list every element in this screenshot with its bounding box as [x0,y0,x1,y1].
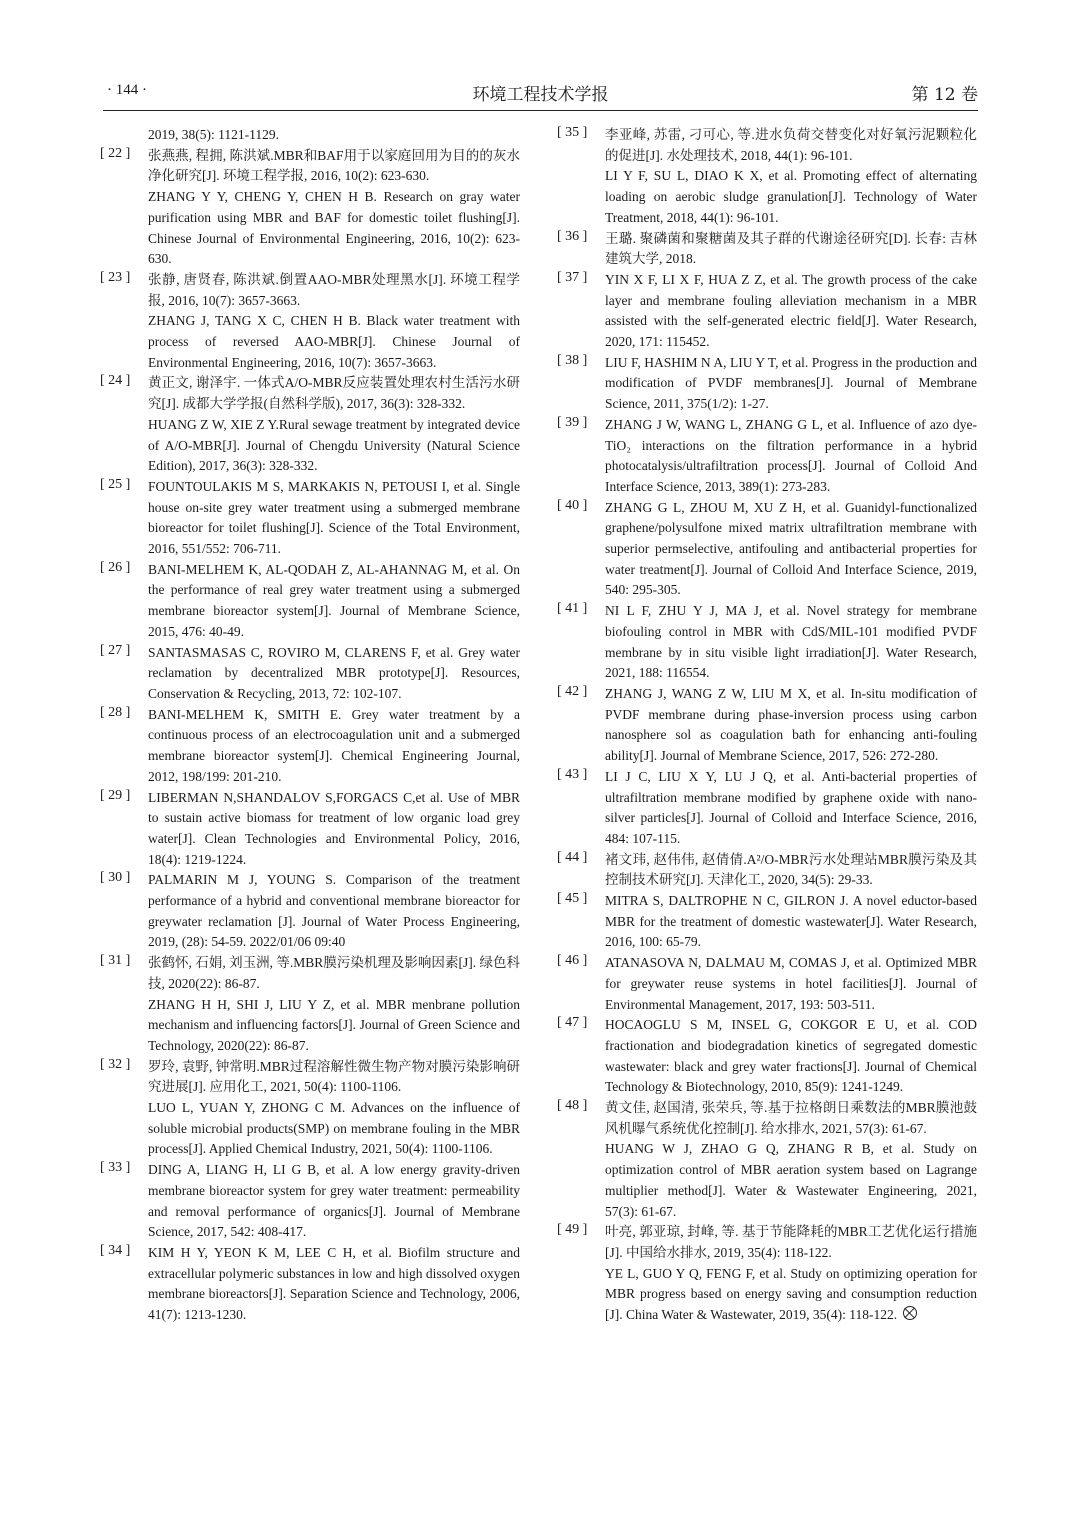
references-column-left [100,125,520,1326]
reference-entry [100,270,520,374]
reference-text: FOUNTOULAKIS M S, MARKAKIS N, PETOUSI I, et al. Single house on-site grey water treatment using a submerged membrane bioreactor for toilet flushing[J]. Science of the Total Environment, 2016, 551/552: 706-711. [148,478,520,557]
reference-entry [557,601,977,684]
reference-number: [ 47 ] [557,1015,588,1031]
reference-text: HUANG W J, ZHAO G Q, ZHANG R B, et al. Study on optimization control of MBR aeration system based on Lagrange multiplier method[J]. Water & Wastewater Engineering, 2021, 57(3): 61-67. [605,1141,977,1219]
reference-number: [ 27 ] [100,642,131,658]
reference-text: 张燕燕, 程拥, 陈洪斌.MBR和BAF用于以家庭回用为目的的灰水净化研究[J]. 环境工程学报, 2016, 10(2): 623-630. [148,147,520,184]
reference-text: 张静, 唐贤春, 陈洪斌.倒置AAO-MBR处理黑水[J]. 环境工程学报, 2016, 10(7): 3657-3663. [148,271,520,308]
reference-number: [ 28 ] [100,704,131,720]
reference-entry [557,850,977,891]
reference-entry [557,270,977,353]
reference-text: ZHANG H H, SHI J, LIU Y Z, et al. MBR menbrane pollution mechanism and influencing factors[J]. Journal of Green Science and Technology, 2020(22): 86-87. [148,996,520,1053]
reference-entry [100,560,520,643]
reference-entry [100,1160,520,1243]
reference-number: [ 37 ] [557,269,588,285]
reference-text: YIN X F, LI X F, HUA Z Z, et al. The growth process of the cake layer and membrane fouling alleviation mechanism in a MBR assisted with the self-generated electric field[J]. Water Research, 2020, 171: 115452. [605,271,977,350]
reference-entry [557,684,977,767]
reference-entry [100,788,520,871]
reference-number: [ 42 ] [557,683,588,699]
reference-number: [ 29 ] [100,787,131,803]
reference-entry [557,415,977,498]
reference-text: BANI-MELHEM K, AL-QODAH Z, AL-AHANNAG M, et al. On the performance of real grey water treatment using a submerged membrane bioreactor system[J]. Journal of Membrane Science, 2015, 476: 40-49. [148,561,520,639]
reference-text: ZHANG J, WANG Z W, LIU M X, et al. In-situ modification of PVDF membrane during phase-inversion process using carbon nanosphere sol as coagulation bath for enhancing anti-fouling ability[J]. Journal of Membrane Science, 2017, 526: 272-280. [605,685,977,764]
reference-entry [100,1057,520,1161]
reference-number: [ 25 ] [100,476,131,492]
reference-entry [557,125,977,229]
reference-text: NI L F, ZHU Y J, MA J, et al. Novel strategy for membrane biofouling control in MBR with CdS/MIL-101 modified PVDF membrane by in situ visible light irradiation[J]. Water Research, 2021, 188: 116554. [605,603,977,681]
reference-entry [557,1015,977,1098]
reference-number: [ 24 ] [100,373,131,389]
reference-text: ATANASOVA N, DALMAU M, COMAS J, et al. Optimized MBR for greywater reuse systems in hotel facilities[J]. Journal of Environmental Management, 2017, 193: 503-511. [605,955,977,1012]
reference-number: [ 46 ] [557,953,588,969]
reference-entry [557,1222,977,1326]
reference-number: [ 34 ] [100,1242,131,1258]
reference-entry [557,953,977,1015]
reference-number: [ 39 ] [557,414,588,430]
reference-entry [557,1098,977,1222]
reference-entry [100,953,520,1057]
reference-text: ZHANG J W, WANG L, ZHANG G L, et al. Influence of azo dye-TiO₂ interactions on the filtration performance in a hybrid photocatalysis/ultrafiltration process[J]. Journal of Colloid And Interface Science, 2013, 389(1): 273-283. [605,416,977,494]
reference-number: [ 44 ] [557,849,588,865]
reference-number: [ 40 ] [557,497,588,513]
reference-entry [557,767,977,850]
reference-text: 王璐. 聚磷菌和聚糖菌及其子群的代谢途径研究[D]. 长春: 吉林建筑大学, 2018. [605,230,977,267]
reference-text: KIM H Y, YEON K M, LEE C H, et al. Biofilm structure and extracellular polymeric substances in low and high dissolved oxygen membrane bioreactors[J]. Separation Science and Technology, 2006, 41(7): 1213-1230. [148,1244,520,1323]
reference-text: DING A, LIANG H, LI G B, et al. A low energy gravity-driven membrane bioreactor system for grey water treatment: permeability and removal performance of organics[J]. Journal of Membrane Science, 2017, 542: 408-417. [148,1162,520,1240]
reference-entry [100,146,520,270]
reference-number: [ 23 ] [100,269,131,285]
reference-text: 叶亮, 郭亚琼, 封峰, 等. 基于节能降耗的MBR工艺优化运行措施[J]. 中国给水排水, 2019, 35(4): 118-122. [605,1224,977,1260]
reference-text: 张鹤怀, 石娟, 刘玉洲, 等.MBR膜污染机理及影响因素[J]. 绿色科技, 2020(22): 86-87. [148,955,520,991]
reference-number: [ 33 ] [100,1160,131,1176]
reference-entry [557,498,977,602]
reference-text: SANTASMASAS C, ROVIRO M, CLARENS F, et al. Grey water reclamation by decentralized MBR prototype[J]. Resources, Conservation & Recycling, 2013, 72: 102-107. [148,644,520,701]
reference-entry [100,870,520,953]
reference-entry [100,705,520,788]
reference-entry [100,643,520,705]
reference-number: [ 35 ] [557,125,588,140]
reference-number: [ 26 ] [100,559,131,575]
page-header [103,80,978,111]
reference-entry [100,373,520,477]
reference-text: 罗玲, 袁野, 钟常明.MBR过程溶解性微生物产物对膜污染影响研究进展[J]. 应用化工, 2021, 50(4): 1100-1106. [148,1058,520,1095]
reference-number: [ 41 ] [557,601,588,617]
reference-text: LI Y F, SU L, DIAO K X, et al. Promoting effect of alternating loading on aerobic sludge granulation[J]. Technology of Water Treatment, 2018, 44(1): 96-101. [605,168,977,225]
reference-entry [100,477,520,560]
reference-text: ZHANG Y Y, CHENG Y, CHEN H B. Research on gray water purification using MBR and BAF for domestic toilet flushing[J]. Chinese Journal of Environmental Engineering, 2016, 10(2): 623-630. [148,189,520,267]
reference-entry [557,229,977,270]
reference-text: LIU F, HASHIM N A, LIU Y T, et al. Progress in the production and modification of PVDF membranes[J]. Journal of Membrane Science, 2011, 375(1/2): 1-27. [605,354,977,412]
reference-text: LIBERMAN N,SHANDALOV S,FORGACS C,et al. Use of MBR to sustain active biomass for treatment of low organic load grey water[J]. Clean Technologies and Environmental Policy, 2016, 18(4): 1219-1224. [148,789,520,867]
reference-number: [ 36 ] [557,228,588,244]
journal-title: 环境工程技术学报 [472,85,609,105]
reference-text: ZHANG J, TANG X C, CHEN H B. Black water treatment with process of reversed AAO-MBR[J]. Chinese Journal of Environmental Engineering, 2016, 10(7): 3657-3663. [148,313,520,370]
reference-number: [ 45 ] [557,891,588,907]
reference-text: 2019, 38(5): 1121-1129. [148,127,279,142]
reference-text: BANI-MELHEM K, SMITH E. Grey water treatment by a continuous process of an electrocoagulation unit and a submerged membrane bioreactor system[J]. Chemical Engineering Journal, 2012, 198/199: 201-210. [148,706,520,784]
reference-text: YE L, GUO Y Q, FENG F, et al. Study on optimizing operation for MBR progress based on energy saving and consumption reduction [J]. China Water & Wastewater, 2019, 35(4): 118-122. [605,1265,977,1323]
reference-text: ZHANG G L, ZHOU M, XU Z H, et al. Guanidyl-functionalized graphene/polysulfone mixed matrix ultrafiltration membrane with superior permselective, antifouling and antibacterial properties for water treatment[J]. Journal of Colloid And Interface Science, 2019, 540: 295-305. [605,499,977,598]
reference-text: 褚文玮, 赵伟伟, 赵倩倩.A²/O-MBR污水处理站MBR膜污染及其控制技术研究[J]. 天津化工, 2020, 34(5): 29-33. [605,851,977,888]
reference-text: HUANG Z W, XIE Z Y.Rural sewage treatment by integrated device of A/O-MBR[J]. Journal of Chengdu University (Natural Science Edition), 2017, 36(3): 328-332. [148,416,520,474]
reference-number: [ 38 ] [557,352,588,368]
reference-number: [ 49 ] [557,1222,588,1238]
reference-entry [557,353,977,415]
reference-text: PALMARIN M J, YOUNG S. Comparison of the treatment performance of a hybrid and conventional membrane bioreactor for greywater reclamation [J]. Journal of Water Process Engineering, 2019, (28): 54-59. 2022/01/06 09:40 [148,872,520,950]
reference-text: HOCAOGLU S M, INSEL G, COKGOR E U, et al. COD fractionation and biodegradation kinetics of segregated domestic wastewater: black and grey water fractions[J]. Journal of Chemical Technology & Biotechnology, 2010, 85(9): 1241-1249. [605,1017,977,1095]
reference-number: [ 43 ] [557,766,588,782]
reference-number: [ 22 ] [100,145,131,161]
reference-entry [100,1243,520,1326]
reference-entry [557,891,977,953]
reference-number: [ 48 ] [557,1098,588,1114]
reference-continuation [100,125,520,146]
reference-number: [ 32 ] [100,1056,131,1072]
page-number: · 144 · [107,82,147,98]
references-column-right [557,125,977,1326]
reference-text: MITRA S, DALTROPHE N C, GILRON J. A novel eductor-based MBR for the treatment of domestic wastewater[J]. Water Research, 2016, 100: 65-79. [605,893,977,950]
reference-text: LI J C, LIU X Y, LU J Q, et al. Anti-bacterial properties of ultrafiltration membrane modified by graphene oxide with nano-silver particles[J]. Journal of Colloid and Interface Science, 2016, 484: 107-115. [605,768,977,846]
reference-text: LUO L, YUAN Y, ZHONG C M. Advances on the influence of soluble microbial products(SMP) on membrane fouling in the MBR process[J]. Applied Chemical Industry, 2021, 50(4): 1100-1106. [148,1100,520,1157]
reference-text: 黄文佳, 赵国清, 张荣兵, 等.基于拉格朗日乘数法的MBR膜池鼓风机曝气系统优化控制[J]. 给水排水, 2021, 57(3): 61-67. [605,1100,977,1136]
reference-number: [ 31 ] [100,953,131,969]
volume-label: 第 12 卷 [911,85,978,105]
reference-text: 李亚峰, 苏雷, 刁可心, 等.进水负荷交替变化对好氧污泥颗粒化的促进[J]. 水处理技术, 2018, 44(1): 96-101. [605,127,977,163]
end-mark-icon [903,1306,917,1320]
reference-text: 黄正文, 谢泽宇. 一体式A/O-MBR反应装置处理农村生活污水研究[J]. 成都大学学报(自然科学版), 2017, 36(3): 328-332. [148,375,520,412]
reference-number: [ 30 ] [100,870,131,886]
